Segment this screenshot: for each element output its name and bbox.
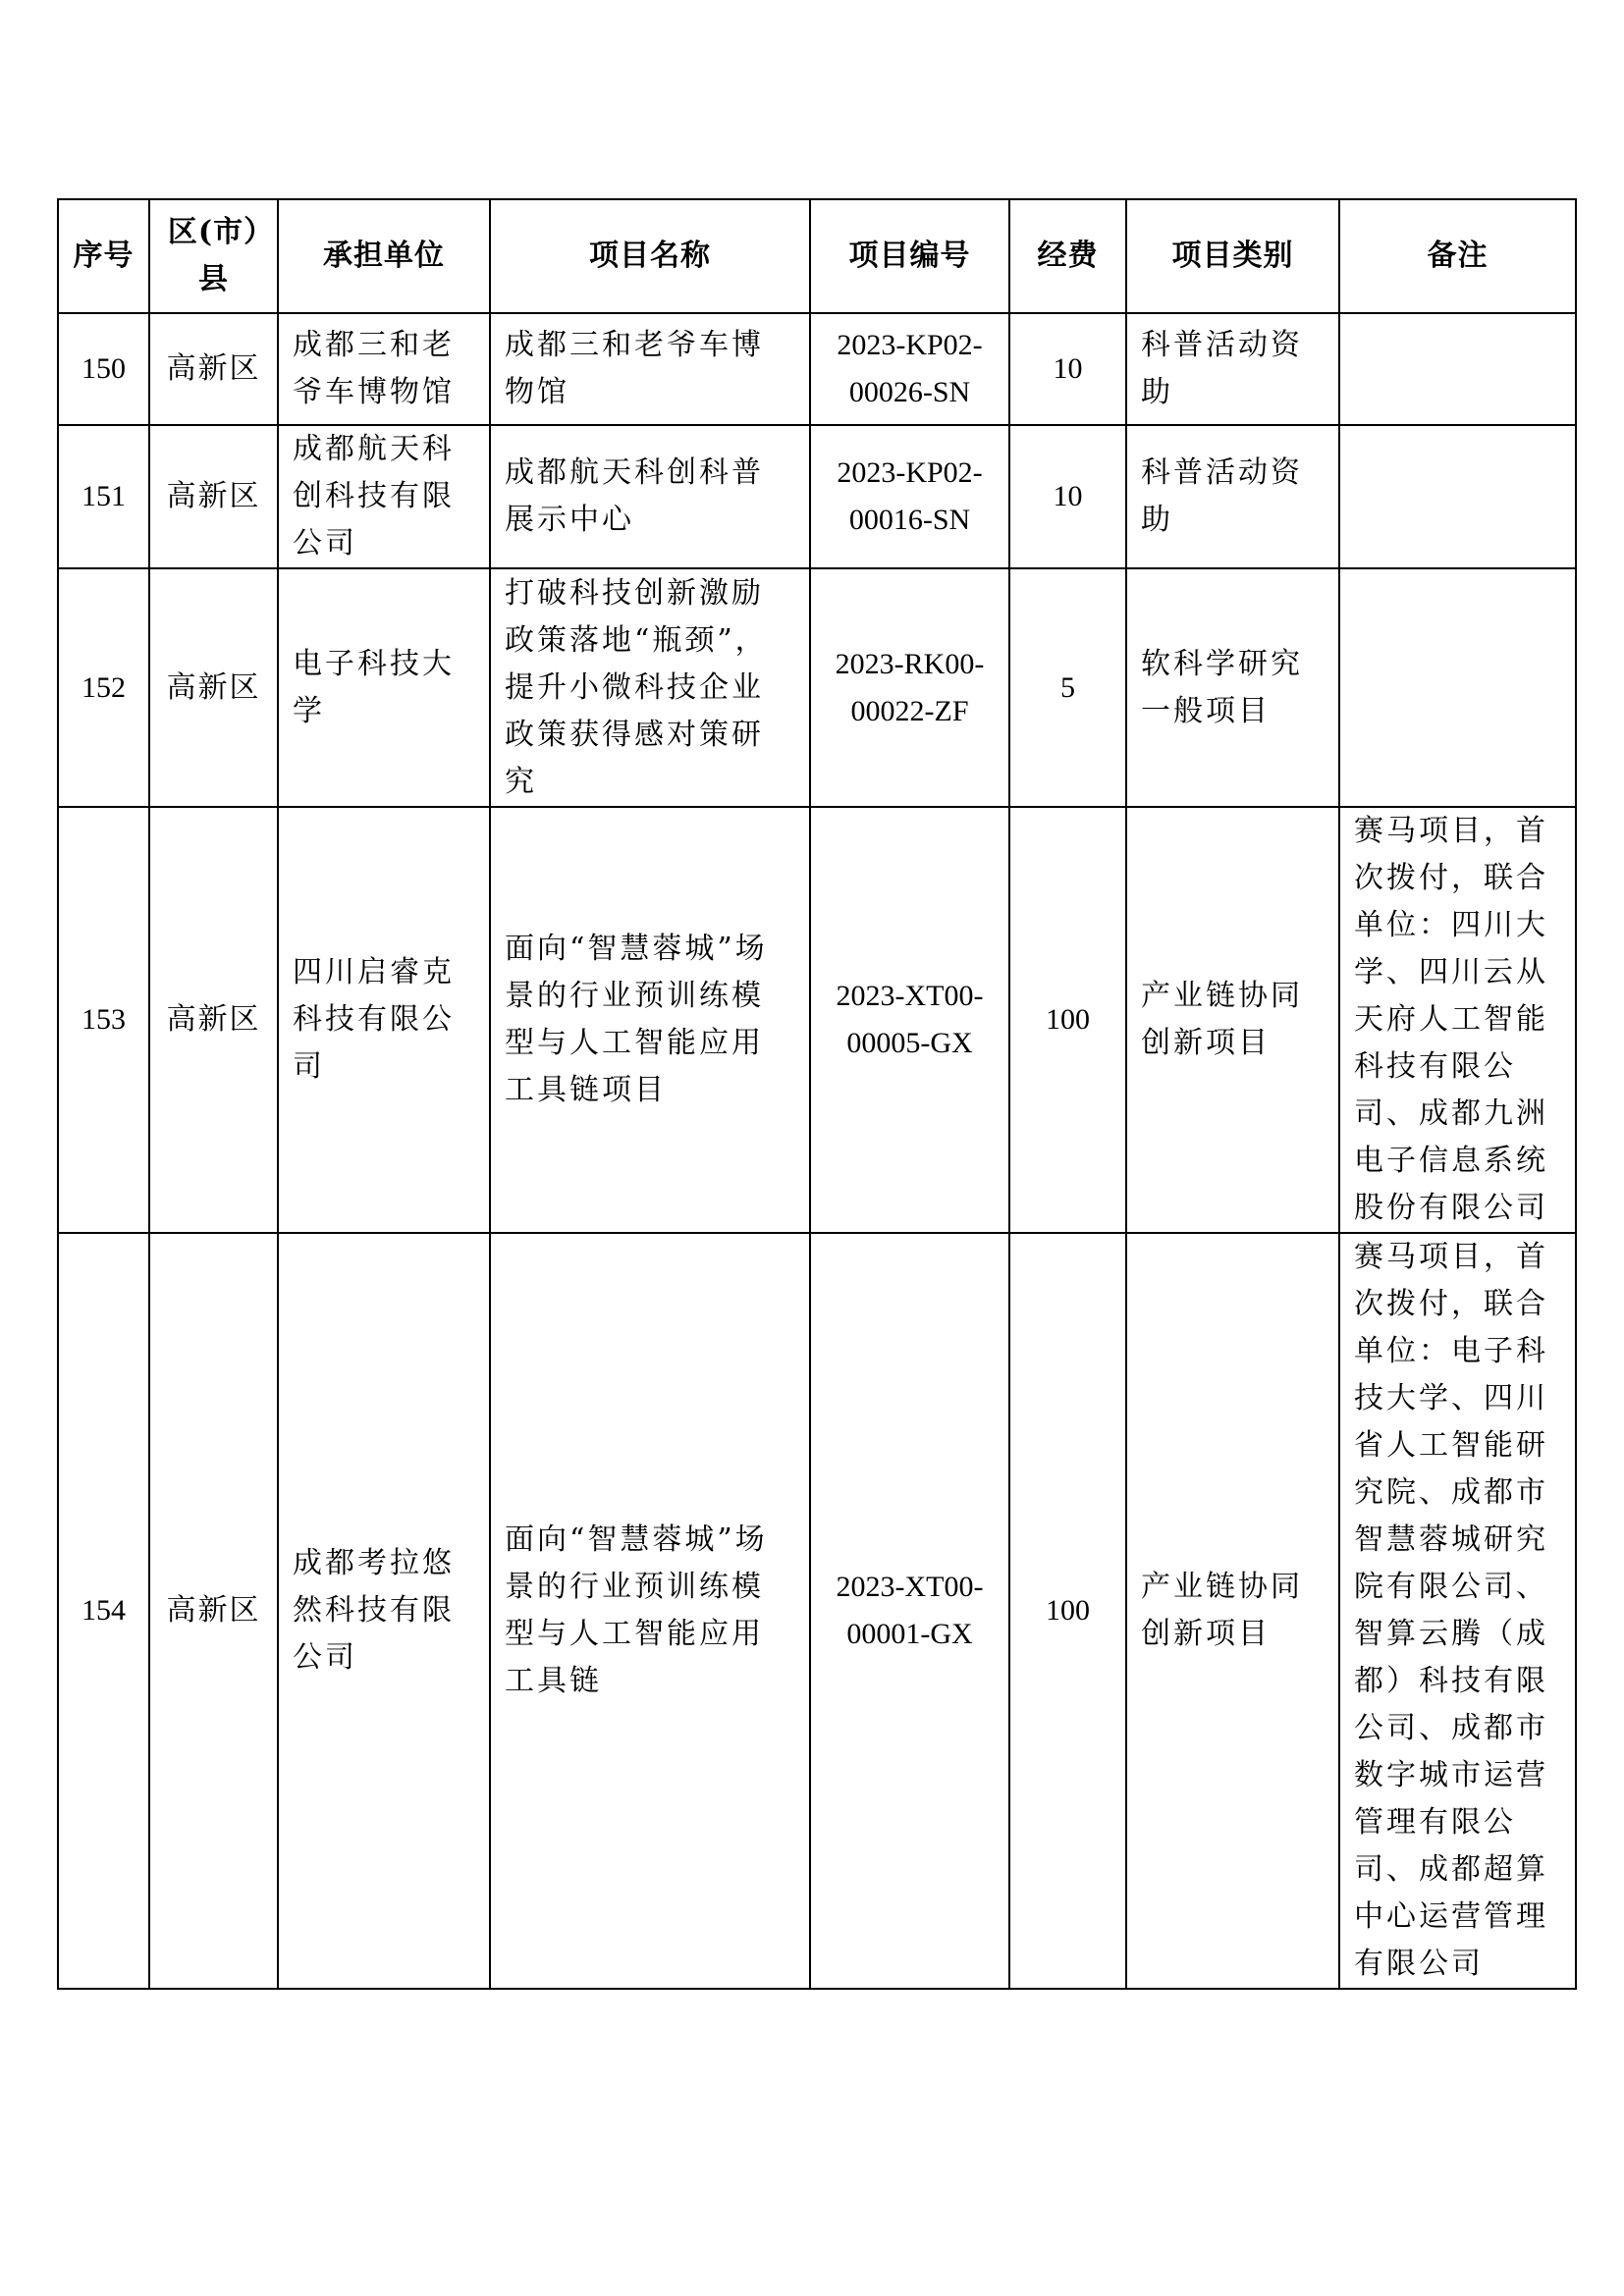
cell-name: 面向“智慧蓉城”场景的行业预训练模型与人工智能应用工具链 xyxy=(490,1233,810,1989)
header-district: 区(市）县 xyxy=(149,199,278,313)
cell-funding: 100 xyxy=(1009,1233,1126,1989)
header-code: 项目编号 xyxy=(810,199,1009,313)
cell-district: 高新区 xyxy=(149,425,278,568)
cell-code: 2023-KP02-00016-SN xyxy=(810,425,1009,568)
cell-category: 产业链协同创新项目 xyxy=(1126,807,1339,1233)
cell-name: 成都航天科创科普展示中心 xyxy=(490,425,810,568)
cell-funding: 100 xyxy=(1009,807,1126,1233)
cell-remarks xyxy=(1339,568,1576,807)
cell-district: 高新区 xyxy=(149,807,278,1233)
cell-seq: 150 xyxy=(58,313,149,425)
header-category: 项目类别 xyxy=(1126,199,1339,313)
table-header-row xyxy=(58,199,1576,313)
cell-seq: 152 xyxy=(58,568,149,807)
cell-remarks xyxy=(1339,425,1576,568)
cell-name: 面向“智慧蓉城”场景的行业预训练模型与人工智能应用工具链项目 xyxy=(490,807,810,1233)
cell-unit: 成都考拉悠然科技有限公司 xyxy=(278,1233,490,1989)
cell-name: 成都三和老爷车博物馆 xyxy=(490,313,810,425)
header-remarks: 备注 xyxy=(1339,199,1576,313)
cell-unit: 四川启睿克科技有限公司 xyxy=(278,807,490,1233)
cell-category: 软科学研究一般项目 xyxy=(1126,568,1339,807)
header-unit: 承担单位 xyxy=(278,199,490,313)
cell-unit: 成都航天科创科技有限公司 xyxy=(278,425,490,568)
header-name: 项目名称 xyxy=(490,199,810,313)
project-funding-table xyxy=(57,198,1577,1990)
cell-category: 科普活动资助 xyxy=(1126,313,1339,425)
cell-funding: 5 xyxy=(1009,568,1126,807)
cell-unit: 成都三和老爷车博物馆 xyxy=(278,313,490,425)
header-seq: 序号 xyxy=(58,199,149,313)
cell-district: 高新区 xyxy=(149,1233,278,1989)
cell-category: 产业链协同创新项目 xyxy=(1126,1233,1339,1989)
cell-seq: 154 xyxy=(58,1233,149,1989)
cell-remarks: 赛马项目，首次拨付，联合单位：电子科技大学、四川省人工智能研究院、成都市智慧蓉城研究院有限公司、智算云腾（成都）科技有限公司、成都市数字城市运营管理有限公司、成都超算中心运营管理有限公司 xyxy=(1339,1233,1576,1989)
table-row xyxy=(58,313,1576,425)
header-funding: 经费 xyxy=(1009,199,1126,313)
cell-name: 打破科技创新激励政策落地“瓶颈”，提升小微科技企业政策获得感对策研究 xyxy=(490,568,810,807)
cell-funding: 10 xyxy=(1009,313,1126,425)
cell-code: 2023-XT00-00001-GX xyxy=(810,1233,1009,1989)
cell-code: 2023-RK00-00022-ZF xyxy=(810,568,1009,807)
cell-seq: 153 xyxy=(58,807,149,1233)
cell-district: 高新区 xyxy=(149,313,278,425)
cell-code: 2023-KP02-00026-SN xyxy=(810,313,1009,425)
cell-district: 高新区 xyxy=(149,568,278,807)
table-row xyxy=(58,568,1576,807)
cell-seq: 151 xyxy=(58,425,149,568)
cell-remarks xyxy=(1339,313,1576,425)
cell-category: 科普活动资助 xyxy=(1126,425,1339,568)
cell-unit: 电子科技大学 xyxy=(278,568,490,807)
table-row xyxy=(58,807,1576,1233)
cell-remarks: 赛马项目，首次拨付，联合单位：四川大学、四川云从天府人工智能科技有限公司、成都九洲电子信息系统股份有限公司 xyxy=(1339,807,1576,1233)
table-row xyxy=(58,425,1576,568)
cell-funding: 10 xyxy=(1009,425,1126,568)
table-row xyxy=(58,1233,1576,1989)
cell-code: 2023-XT00-00005-GX xyxy=(810,807,1009,1233)
